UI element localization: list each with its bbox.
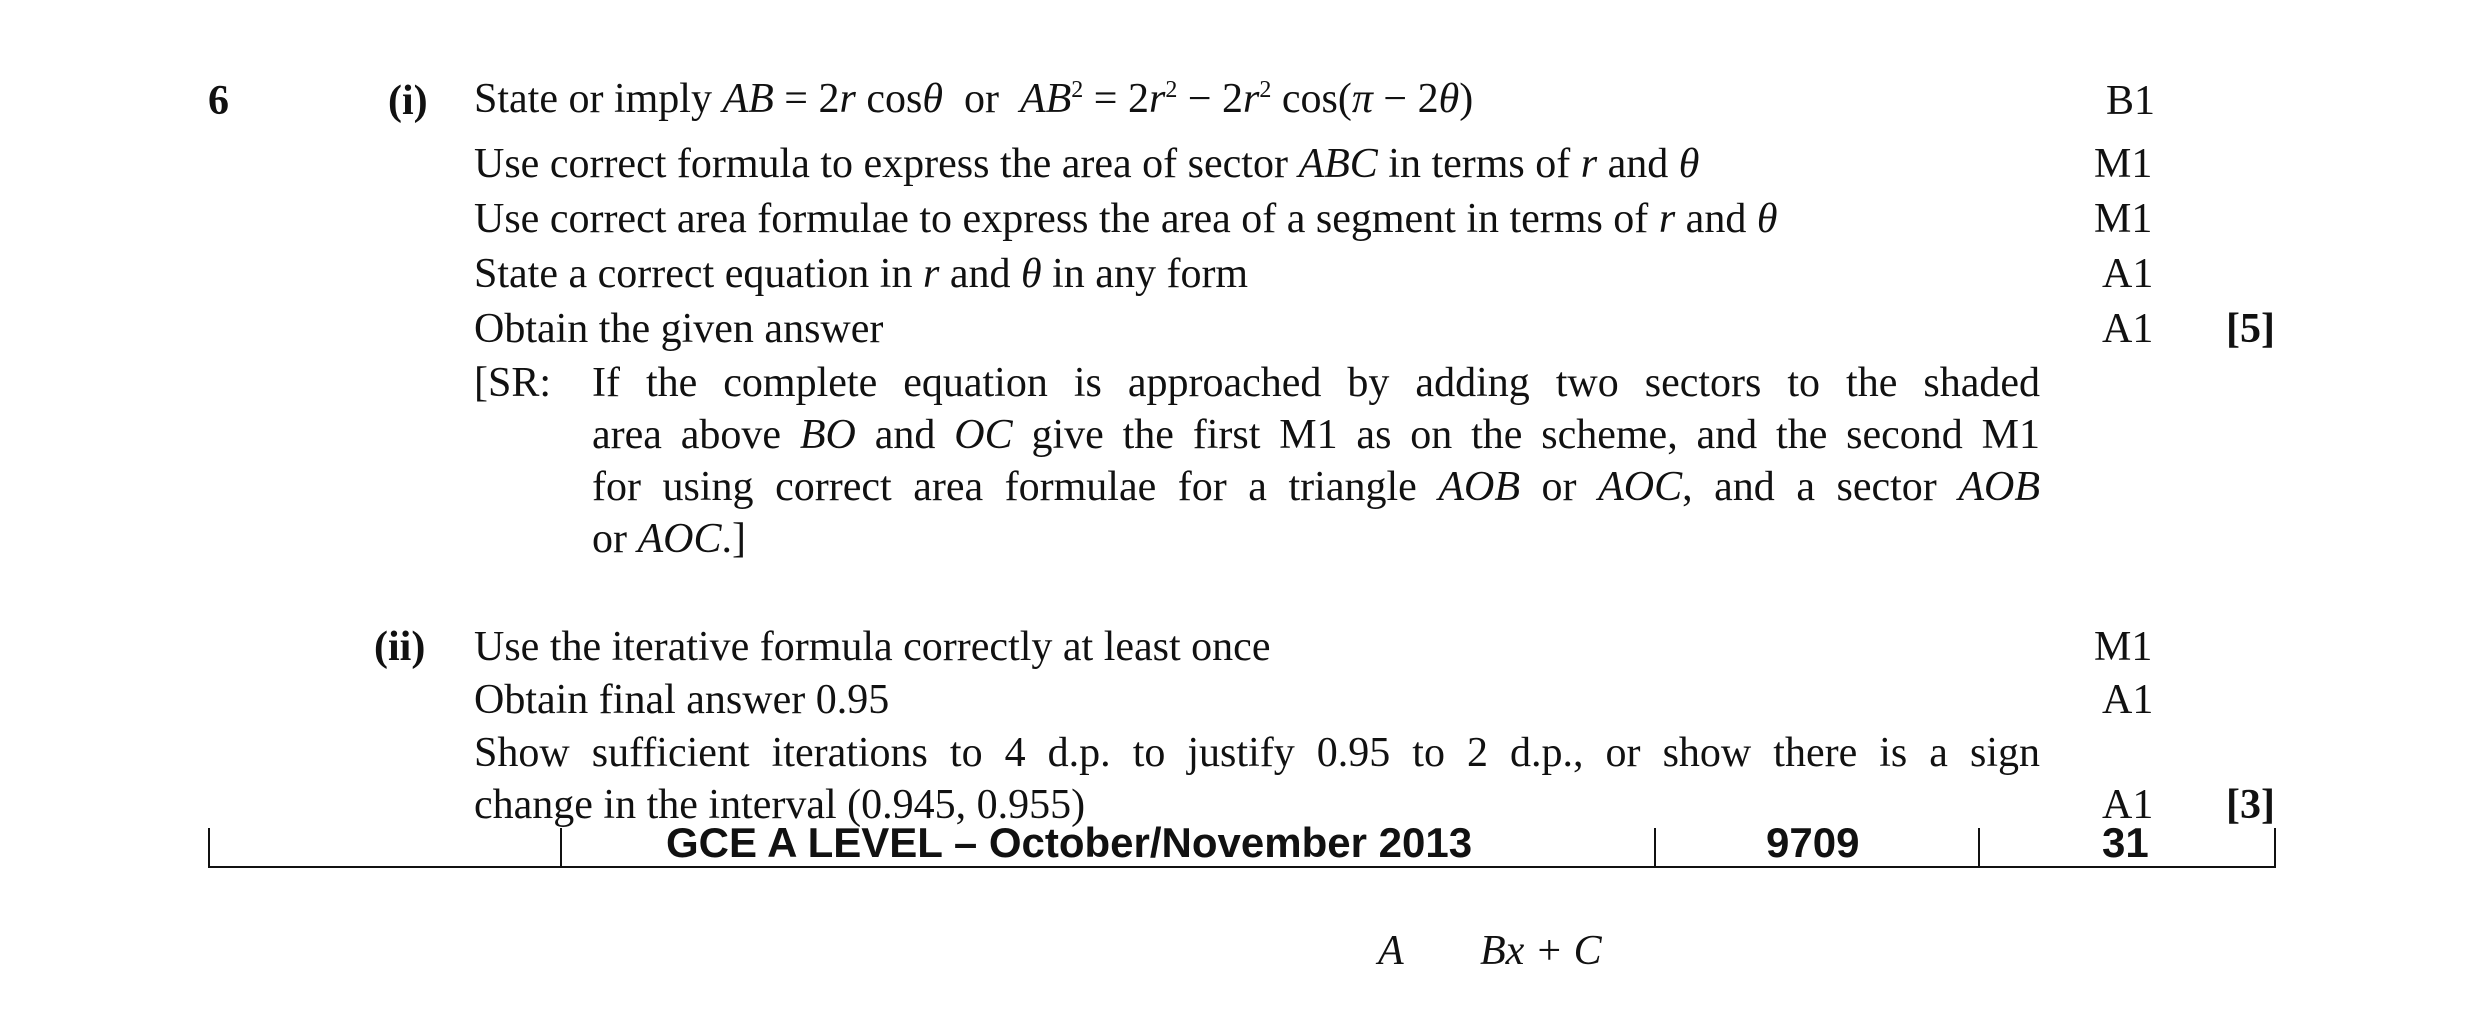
total-ii: [3] <box>2226 782 2275 828</box>
footer-bottom-rule <box>208 866 2276 868</box>
sr-label: [SR: <box>474 360 552 406</box>
footer-divider-right <box>2274 828 2276 868</box>
mark-ii-1: M1 <box>2094 624 2153 670</box>
footer-divider-1 <box>560 828 562 868</box>
row-ii-2-text: Obtain final answer 0.95 <box>474 677 890 723</box>
row-ii-3-line-1: Show sufficient iterations to 4 d.p. to justify 0.95 to 2 d.p., or show there is a sign <box>474 730 2040 776</box>
footer-syllabus: 9709 <box>1766 819 1860 866</box>
mark-i-3: M1 <box>2094 196 2153 242</box>
row-i-3-text: Use correct area formulae to express the area of a segment in terms of r and θ <box>474 196 1778 242</box>
sr-line-4: or AOC.] <box>592 516 746 562</box>
question-number: 6 <box>208 78 229 124</box>
next-page-fragment-b: Bx + C <box>1480 928 1602 974</box>
sr-line-2: area above BO and OC give the first M1 as on the scheme, and the second M1 <box>592 412 2040 458</box>
next-page-fragment-a: A <box>1378 928 1404 974</box>
total-i: [5] <box>2226 306 2275 352</box>
part-label-i: (i) <box>388 78 428 124</box>
part-label-ii: (ii) <box>374 624 426 670</box>
row-i-5-text: Obtain the given answer <box>474 306 884 352</box>
row-ii-1-text: Use the iterative formula correctly at least once <box>474 624 1271 670</box>
row-i-2-text: Use correct formula to express the area of sector ABC in terms of r and θ <box>474 141 1700 187</box>
row-i-4-text: State a correct equation in r and θ in any form <box>474 251 1249 297</box>
row-i-1-text: State or imply AB = 2r cosθ or $AB^2 = 2r^2 - 2r^2$ cos(π − 2θ) <box>474 76 1474 122</box>
mark-i-2: M1 <box>2094 141 2153 187</box>
footer-paper: 31 <box>2102 819 2149 866</box>
next-page-clip <box>0 920 2480 974</box>
mark-ii-3: A1 <box>2102 782 2154 828</box>
footer-divider-3 <box>1978 828 1980 868</box>
footer-divider-2 <box>1654 828 1656 868</box>
mark-i-4: A1 <box>2102 251 2154 297</box>
mark-i-5: A1 <box>2102 306 2154 352</box>
row-ii-3-line-2: change in the interval (0.945, 0.955) <box>474 782 1086 828</box>
mark-i-1: B1 <box>2106 78 2156 124</box>
footer-divider-left <box>208 828 210 868</box>
footer-exam-title: GCE A LEVEL – October/November 2013 <box>666 819 1473 866</box>
mark-ii-2: A1 <box>2102 677 2154 723</box>
sr-line-3: for using correct area formulae for a triangle AOB or AOC, and a sector AOB <box>592 464 2040 510</box>
sr-line-1: If the complete equation is approached by adding two sectors to the shaded <box>592 360 2040 406</box>
